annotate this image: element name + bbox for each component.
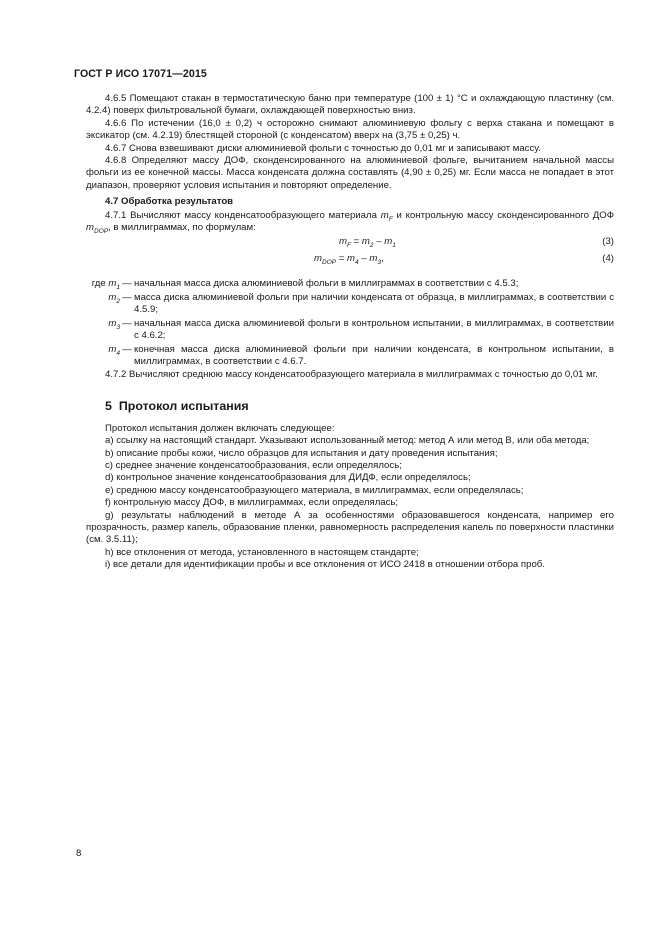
section-5-number: 5	[105, 398, 112, 413]
section-5-intro: Протокол испытания должен включать следующее:	[105, 422, 335, 434]
formula-3-number: (3)	[602, 236, 614, 248]
formula-3	[86, 234, 614, 251]
formula-4	[86, 251, 614, 268]
list-item-e: e) среднюю массу конденсатообразующего материала, в миллиграммах, если определялась;	[105, 484, 524, 496]
symbol-m2: $m_2$	[108, 291, 120, 305]
formula-4-expression: $m_{DOP} = m_4 - m_3$,	[314, 253, 384, 267]
list-item-f: f) контрольную массу ДОФ, в миллиграммах, если определялась;	[105, 497, 399, 509]
paragraph-4-7-1	[86, 210, 614, 235]
variable-definitions	[74, 278, 614, 368]
definition-m3: $m_3$ — начальная масса диска алюминиевой фольги в контрольном испытании, в миллиграммах, в соответствии с 4.6.2;	[108, 317, 614, 342]
symbol-mDOP: $m_{DOP}$	[86, 222, 109, 235]
definition-m2: $m_2$ — масса диска алюминиевой фольги при наличии конденсата от образца, в миллиграммах, в соответствии с 4.5.9;	[108, 291, 614, 316]
document-body	[86, 93, 614, 572]
page-number: 8	[76, 848, 82, 859]
definition-m4: $m_4$ — конечная масса диска алюминиевой фольги при наличии конденсата, в контрольном испытании, в миллиграммах, в соответствии с 4.6.7.	[108, 343, 614, 367]
symbol-m3: $m_3$	[108, 317, 120, 331]
paragraph-4-6-5: 4.6.5 Помещают стакан в термостатическую баню при температуре (100 ± 1) °С и охлаждающую пластинку (см. 4.2.4) поверх фильтровальной бумаги, охлаждающей поверхностью вниз.	[86, 93, 614, 117]
list-item-c: c) среднее значение конденсатообразования, если определялось;	[105, 459, 402, 471]
section-5-heading	[105, 399, 614, 414]
p471-text-b: и контрольную массу сконденсированного ДОФ	[392, 209, 614, 221]
list-item-a: a) ссылку на настоящий стандарт. Указывают использованный метод: метод А или метод В, или оба метода;	[105, 435, 590, 447]
formula-4-number: (4)	[602, 253, 614, 265]
formula-3-expression: $m_F = m_2 - m_1$	[339, 236, 396, 250]
definition-m4-text: конечная масса диска алюминиевой фольги при наличии конденсата, в контрольном испытании, в миллиграммах, в соответствии с 4.6.7.	[134, 343, 614, 367]
symbol-m1: $m_1$	[108, 278, 120, 292]
list-item-b: b) описание пробы кожи, число образцов для испытания и дату проведения испытания;	[105, 447, 498, 459]
section-5-title: Протокол испытания	[118, 398, 249, 413]
where-word: где	[91, 278, 106, 290]
p471-text-c: , в миллиграммах, по формулам:	[108, 222, 256, 234]
p471-text-a: 4.7.1 Вычисляют массу конденсатообразующего материала	[105, 209, 381, 221]
list-item-g: g) результаты наблюдений в методе А за особенностями образовавшегося конденсата, например его прозрачность, размер капель, образование пленки, равномерность распределения капель по поверхности пластинки (см. 3.5.11);	[86, 509, 614, 546]
paragraph-4-6-8: 4.6.8 Определяют массу ДОФ, сконденсированного на алюминиевой фольге, вычитанием начальной массы фольги из ее конечной массы. Масса конденсата должна составлять (4,90 ± 0,25) мг. Если масса не попадает в этот диапазон, проверяют условия испытания и повторяют определение.	[86, 155, 614, 191]
list-item-i: i) все детали для идентификации пробы и все отклонения от ИСО 2418 в отношении отбора проб.	[105, 559, 545, 571]
list-item-d: d) контрольное значение конденсатообразования для ДИДФ, если определялось;	[105, 472, 471, 484]
paragraph-4-6-7: 4.6.7 Снова взвешивают диски алюминиевой фольги с точностью до 0,01 мг и записывают массу.	[105, 142, 541, 154]
document-code-header: ГОСТ Р ИСО 17071—2015	[74, 68, 207, 80]
definition-m1: где $m_1$ — начальная масса диска алюминиевой фольги в миллиграммах в соответствии с 4.5.3;	[74, 278, 614, 290]
symbol-mF: $m_F$	[380, 209, 393, 223]
definition-m1-text: начальная масса диска алюминиевой фольги в миллиграммах в соответствии с 4.5.3;	[134, 278, 519, 290]
definition-m3-text: начальная масса диска алюминиевой фольги в контрольном испытании, в миллиграммах, в соответствии с 4.6.2;	[134, 317, 614, 342]
section-4-7-heading: 4.7 Обработка результатов	[105, 196, 234, 208]
list-item-h: h) все отклонения от метода, установленного в настоящем стандарте;	[105, 546, 419, 558]
definition-m2-text: масса диска алюминиевой фольги при наличии конденсата от образца, в миллиграммах, в соответствии с 4.5.9;	[134, 291, 614, 316]
paragraph-4-6-6: 4.6.6 По истечении (16,0 ± 0,2) ч осторожно снимают алюминиевую фольгу с верха стакана и помещают в эксикатор (см. 4.2.19) блестящей стороной (с конденсатом) вверх на (3,75 ± 0,25) ч.	[86, 117, 614, 142]
report-contents-list	[86, 423, 614, 572]
symbol-m4: $m_4$	[108, 343, 120, 357]
paragraph-4-7-2: 4.7.2 Вычисляют среднюю массу конденсатообразующего материала в миллиграммах с точностью до 0,01 мг.	[105, 369, 598, 381]
